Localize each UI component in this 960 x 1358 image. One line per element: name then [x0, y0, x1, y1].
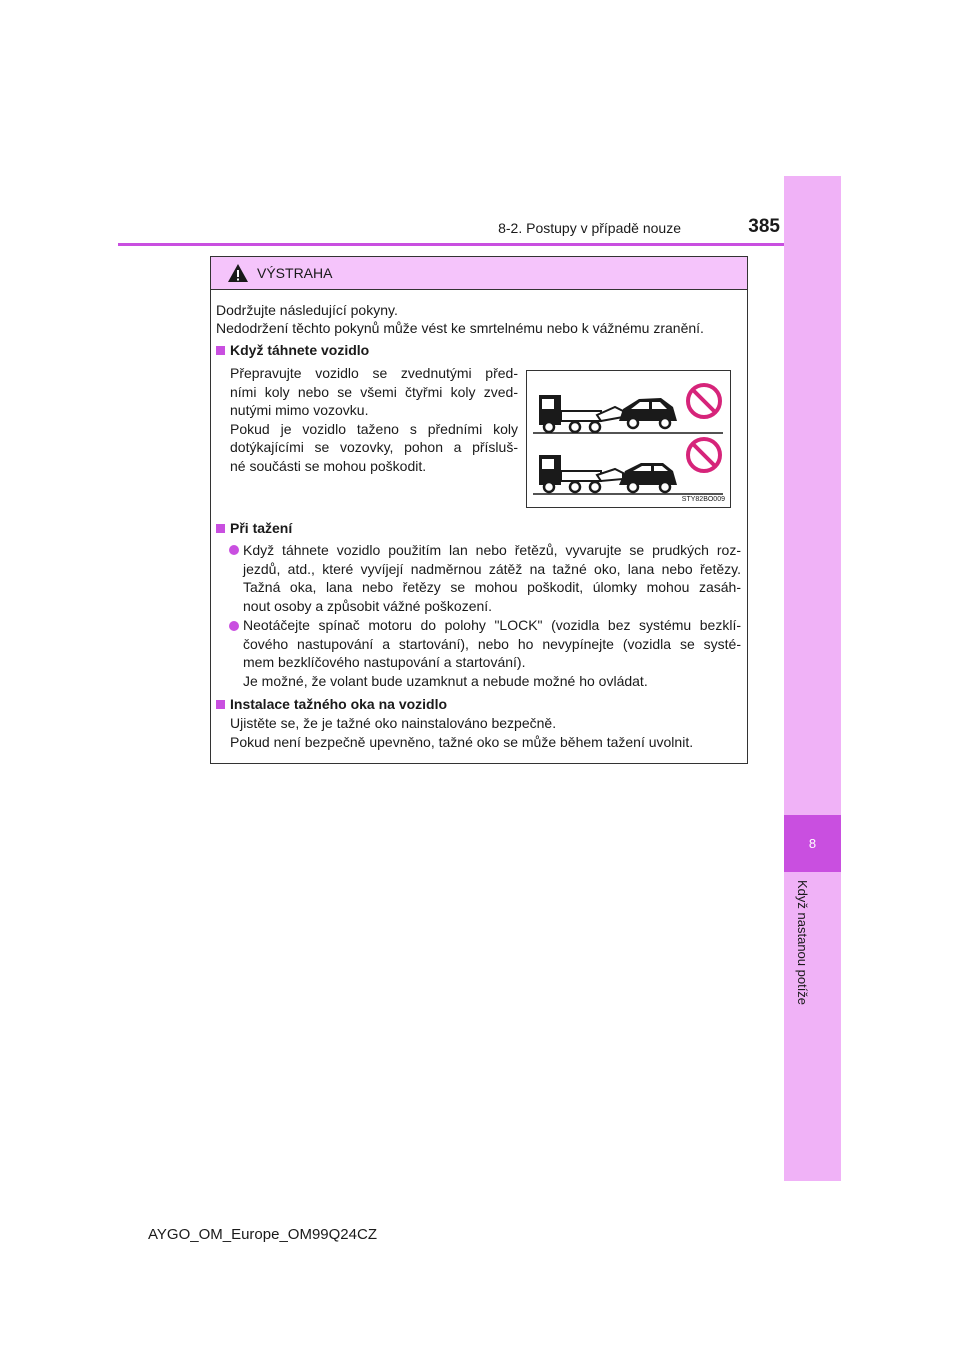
install-line-1: Ujistěte se, že je tažné oko nainstalováno bezpečně.	[230, 715, 557, 731]
towing-illustration	[526, 370, 731, 508]
warning-intro-line-1: Dodržujte následující pokyny.	[216, 302, 398, 318]
warning-intro-line-2: Nedodržení těchto pokynů může vést ke smrtelnému nebo k vážnému zranění.	[216, 320, 704, 336]
bullet-2-line: Je možné, že volant bude uzamknut a nebude možné ho ovládat.	[243, 672, 648, 689]
section-title: 8-2. Postupy v případě nouze	[498, 220, 681, 236]
bullet-1-line: jezdů, atd., které vyvíjejí nadměrnou zátěž na tažné oko, lana nebo řetězy.	[243, 560, 741, 577]
towing-line: dotýkajícími se vozovky, pohon a přísluš-	[230, 439, 518, 455]
section-square-marker	[216, 700, 225, 709]
bullet-dot-1	[229, 545, 239, 555]
towing-line: Přepravujte vozidlo se zvednutými před-	[230, 365, 518, 381]
towing-heading	[216, 341, 369, 360]
install-heading-text: Instalace tažného oka na vozidlo	[230, 696, 448, 712]
section-square-marker	[216, 346, 225, 355]
page-number: 385	[748, 216, 780, 237]
towing-line: né součásti se mohou poškodit.	[230, 457, 427, 474]
bullet-dot-2	[229, 621, 239, 631]
warning-title: VÝSTRAHA	[257, 265, 333, 281]
tow-scene-bottom	[533, 439, 723, 494]
while-towing-heading	[216, 519, 292, 538]
document-code: AYGO_OM_Europe_OM99Q24CZ	[148, 1226, 377, 1243]
chapter-number: 8	[808, 836, 817, 851]
towing-line: Pokud je vozidlo taženo s předními koly	[230, 420, 518, 437]
bullet-1-line: Tažná oka, lana nebo řetězy se mohou poškodit, úlomky mohou zasáh-	[243, 579, 741, 595]
towing-paragraph	[230, 364, 518, 475]
install-line-2: Pokud není bezpečně upevněno, tažné oko se může během tažení uvolnit.	[230, 734, 694, 750]
warning-triangle-icon	[227, 263, 249, 283]
bullet-2-line: čového nastupování a startování), nebo ho nevypínejte (vozidla se systé-	[243, 635, 741, 652]
bullet-1-line: nout osoby a způsobit vážné poškození.	[243, 597, 493, 614]
warning-header	[211, 257, 747, 290]
tow-truck-illustration	[527, 371, 730, 507]
bullet-2-paragraph	[243, 616, 741, 690]
section-square-marker	[216, 524, 225, 533]
chapter-title: Když nastanou potíže	[795, 880, 810, 1006]
chapter-title-vertical	[775, 880, 835, 1020]
illustration-code: STY82BO009	[681, 496, 725, 503]
header-divider	[118, 243, 841, 246]
bullet-2-line: Neotáčejte spínač motoru do polohy "LOCK" (vozidla bez systému bezklí-	[243, 617, 741, 633]
install-heading	[216, 695, 447, 714]
bullet-1-line: Když táhnete vozidlo použitím lan nebo řetězů, vyvarujte se prudkých roz-	[243, 542, 741, 558]
chapter-side-tab	[784, 176, 841, 1181]
bullet-2-line: mem bezklíčového nastupování a startování).	[243, 654, 526, 670]
towing-line: ními koly nebo se všemi čtyřmi koly zved-	[230, 383, 518, 400]
towing-heading-text: Když táhnete vozidlo	[230, 342, 370, 358]
while-towing-heading-text: Při tažení	[230, 520, 293, 536]
tow-scene-top	[533, 385, 723, 433]
bullet-1-paragraph	[243, 541, 741, 615]
towing-line: nutými mimo vozovku.	[230, 402, 369, 418]
chapter-number-box	[784, 815, 841, 872]
